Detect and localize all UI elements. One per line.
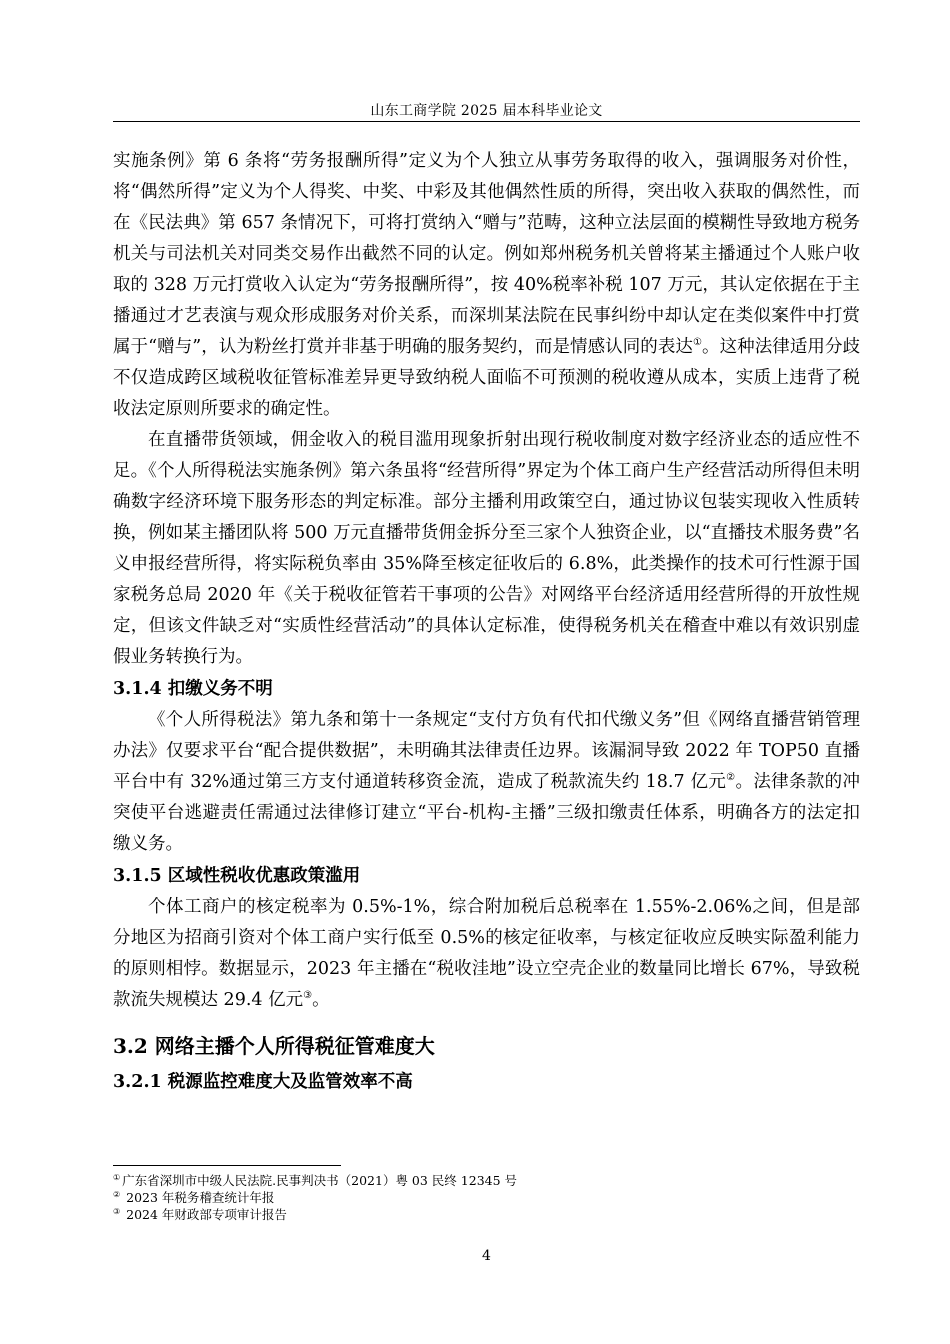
footnote-ref-2[interactable]: ② — [726, 772, 736, 784]
footnote-ref-1[interactable]: ① — [692, 337, 703, 349]
footnote-1 — [113, 1172, 860, 1189]
paragraph-1-text-end: 。这种法律适用分歧不仅造成跨区域税收征管标准差异更导致纳税人面临不可预测的税收遵从成本，实质上违背了税收法定原则所要求的确定性。 — [113, 337, 861, 419]
page-number: 4 — [482, 1248, 491, 1264]
paragraph-3-1-5 — [113, 892, 860, 1016]
paragraph-3-1-4-text: 《个人所得税法》第九条和第十一条规定“支付方负有代扣代缴义务”但《网络直播营销管理办法》仅要求平台“配合提供数据”，未明确其法律责任边界。该漏洞导致 2022 年 TOP50 直播平台中有 32%通过第三方支付通道转移资金流，造成了税款流失约 18.7 亿元 — [113, 710, 860, 792]
footnote-2 — [113, 1189, 860, 1206]
footnote-1-text: 广东省深圳市中级人民法院.民事判决书（2021）粤 03 民终 12345 号 — [122, 1173, 518, 1188]
footnote-3 — [113, 1206, 860, 1223]
main-content — [113, 146, 860, 1098]
footnote-ref-3[interactable]: ③ — [303, 990, 313, 1002]
footnote-divider — [113, 1165, 341, 1166]
paragraph-1 — [113, 146, 860, 425]
footnote-3-text: 2024 年财政部专项审计报告 — [122, 1207, 287, 1222]
footnotes — [113, 1172, 860, 1223]
section-heading-3-1-4: 3.1.4 扣缴义务不明 — [113, 679, 273, 699]
page-header: 山东工商学院 2025 届本科毕业论文 — [370, 103, 603, 119]
paragraph-3-1-4 — [113, 705, 860, 860]
footnote-2-mark: ② — [113, 1189, 121, 1199]
paragraph-3-1-4-text-end: 。法律条款的冲突使平台逃避责任需通过法律修订建立“平台-机构-主播”三级扣缴责任体系，明确各方的法定扣缴义务。 — [113, 772, 861, 854]
paragraph-3-1-5-text: 个体工商户的核定税率为 0.5%-1%，综合附加税后总税率在 1.55%-2.06%之间，但是部分地区为招商引资对个体工商户实行低至 0.5%的核定征收率，与核定征收应反映实际盈利能力的原则相悖。数据显示，2023 年主播在“税收洼地”设立空壳企业的数量同比增长 67%，导致税款流失规模达 29.4 亿元 — [113, 897, 860, 1010]
paragraph-2: 在直播带货领域，佣金收入的税目滥用现象折射出现行税收制度对数字经济业态的适应性不足。《个人所得税法实施条例》第六条虽将“经营所得”界定为个体工商户生产经营活动所得但未明确数字经济环境下服务形态的判定标准。部分主播利用政策空白，通过协议包装实现收入性质转换，例如某主播团队将 500 万元直播带货佣金拆分至三家个人独资企业，以“直播技术服务费”名义申报经营所得，将实际税负率由 35%降至核定征收后的 6.8%，此类操作的技术可行性源于国家税务总局 2020 年《关于税收征管若干事项的公告》对网络平台经济适用经营所得的开放性规定，但该文件缺乏对“实质性经营活动”的具体认定标准，使得税务机关在稽查中难以有效识别虚假业务转换行为。 — [113, 430, 860, 667]
header-divider — [113, 121, 860, 122]
section-heading-3-1-5: 3.1.5 区域性税收优惠政策滥用 — [113, 866, 361, 886]
section-heading-3-2-1: 3.2.1 税源监控难度大及监管效率不高 — [113, 1072, 413, 1092]
footnote-3-mark: ③ — [113, 1206, 121, 1216]
footnote-2-text: 2023 年税务稽查统计年报 — [122, 1190, 275, 1205]
paragraph-3-1-5-text-end: 。 — [312, 990, 330, 1010]
paragraph-1-text: 实施条例》第 6 条将“劳务报酬所得”定义为个人独立从事劳务取得的收入，强调服务对价性，将“偶然所得”定义为个人得奖、中奖、中彩及其他偶然性质的所得，突出收入获取的偶然性，而在《民法典》第 657 条情况下，可将打赏纳入“赠与”范畴，这种立法层面的模糊性导致地方税务机关与司法机关对同类交易作出截然不同的认定。例如郑州税务机关曾将某主播通过个人账户收取的 328 万元打赏收入认定为“劳务报酬所得”，按 40%税率补税 107 万元，其认定依据在于主播通过才艺表演与观众形成服务对价关系，而深圳某法院在民事纠纷中却认定在类似案件中打赏属于“赠与”，认为粉丝打赏并非基于明确的服务契约，而是情感认同的表达 — [113, 151, 860, 357]
section-heading-3-2: 3.2 网络主播个人所得税征管难度大 — [113, 1034, 435, 1058]
footnote-1-mark: ① — [113, 1172, 121, 1182]
